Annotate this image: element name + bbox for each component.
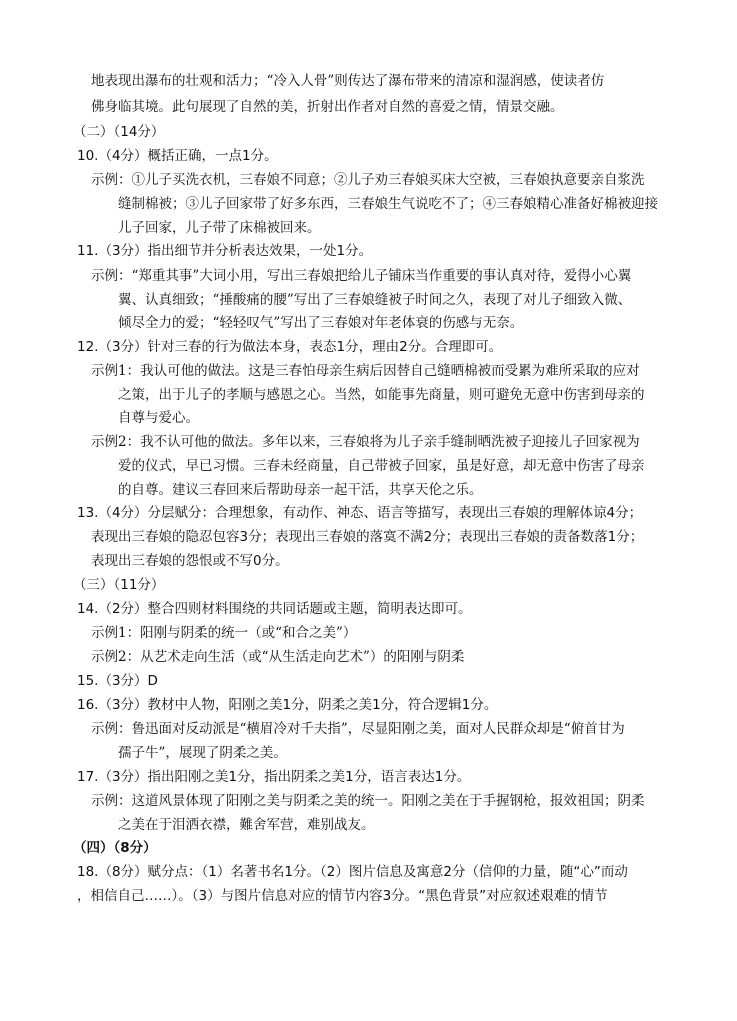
section-heading: （二）（14分） xyxy=(73,124,165,140)
text-line: 缝制棉被；③儿子回家带了好多东西，三春娘生气说吃不了；④三春娘精心准备好棉被迎接 xyxy=(118,196,658,212)
text-line: 示例：“郑重其事”大词小用，写出三春娘把给儿子铺床当作重要的事认真对待，爱得小心翼 xyxy=(91,268,632,284)
text-line: 示例1：我认可他的做法。这是三春怕母亲生病后因替自己缝晒棉被而受累为难所采取的应对 xyxy=(91,363,640,379)
text-line: 孺子牛”，展现了阴柔之美。 xyxy=(118,745,287,761)
question-line: 14.（2分）整合四则材料围绕的共同话题或主题，简明表达即可。 xyxy=(77,601,472,617)
text-line: 倾尽全力的爱；“轻轻叹气”写出了三春娘对年老体衰的伤感与无奈。 xyxy=(118,315,524,331)
text-line: ，相信自己……）。（3）与图片信息对应的情节内容3分。“黑色背景”对应叙述艰难的情节 xyxy=(77,888,608,904)
text-line: 佛身临其境。此句展现了自然的美，折射出作者对自然的喜爱之情，情景交融。 xyxy=(91,99,564,115)
question-line: 12.（3分）针对三春的行为做法本身，表态1分，理由2分。合理即可。 xyxy=(77,339,503,355)
text-line: 翼、认真细致；“捶酸痛的腰”写出了三春娘缝被子时间之久，表现了对儿子细致入微、 xyxy=(118,292,632,308)
text-line: 示例：这道风景体现了阳刚之美与阴柔之美的统一。阳刚之美在于手握钢枪，报效祖国；阴柔 xyxy=(91,793,645,809)
section-heading: （四）（8分） xyxy=(73,840,157,856)
text-line: 表现出三春娘的隐忍包容3分；表现出三春娘的落寞不满2分；表现出三春娘的责备数落1分； xyxy=(91,529,644,545)
question-line: 13.（4分）分层赋分：合理想象，有动作、神态、语言等描写，表现出三春娘的理解体谅4分； xyxy=(77,505,643,521)
text-line: 自尊与爱心。 xyxy=(118,410,199,426)
text-line: 地表现出瀑布的壮观和活力；“冷入人骨”则传达了瀑布带来的清凉和湿润感，使读者仿 xyxy=(91,73,605,89)
question-line: 17.（3分）指出阳刚之美1分，指出阴柔之美1分，语言表达1分。 xyxy=(77,769,471,785)
text-line: 的自尊。建议三春回来后帮助母亲一起干活，共享天伦之乐。 xyxy=(118,482,483,498)
question-line: 15.（3分）D xyxy=(77,673,158,689)
question-line: 18.（8分）赋分点：（1）名著书名1分。（2）图片信息及寓意2分（信仰的力量，随“心”而动 xyxy=(77,864,628,880)
text-line: 之美在于泪洒衣襟，難舍军营，难别战友。 xyxy=(118,817,375,833)
text-line: 示例2：我不认可他的做法。多年以来，三春娘将为儿子亲手缝制晒洗被子迎接儿子回家视为 xyxy=(91,434,640,450)
text-line: 示例1：阳刚与阴柔的统一（或“和合之美”） xyxy=(91,625,357,641)
text-line: 示例2：从艺术走向生活（或“从生活走向艺术”）的阳刚与阴柔 xyxy=(91,649,465,665)
text-line: 爱的仪式，早已习惯。三春未经商量，自己带被子回家，虽是好意，却无意中伤害了母亲 xyxy=(118,458,645,474)
question-line: 11.（3分）指出细节并分析表达效果，一处1分。 xyxy=(77,243,373,259)
question-line: 10.（4分）概括正确，一点1分。 xyxy=(77,148,278,164)
section-heading: （三）（11分） xyxy=(73,577,165,593)
text-line: 表现出三春娘的怨恨或不写0分。 xyxy=(91,553,289,569)
question-line: 16.（3分）教材中人物，阳刚之美1分，阴柔之美1分，符合逻辑1分。 xyxy=(77,697,498,713)
text-line: 之策，出于儿子的孝顺与感恩之心。当然，如能事先商量，则可避免无意中伤害到母亲的 xyxy=(118,387,645,403)
text-line: 示例：①儿子买洗衣机，三春娘不同意；②儿子劝三春娘买床大空被，三春娘执意要亲自浆洗 xyxy=(91,172,645,188)
text-line: 示例：鲁迅面对反动派是“横眉冷对千夫指”，尽显阳刚之美，面对人民群众却是“俯首甘为 xyxy=(91,721,625,737)
text-line: 儿子回家，儿子带了床棉被回来。 xyxy=(118,220,321,236)
